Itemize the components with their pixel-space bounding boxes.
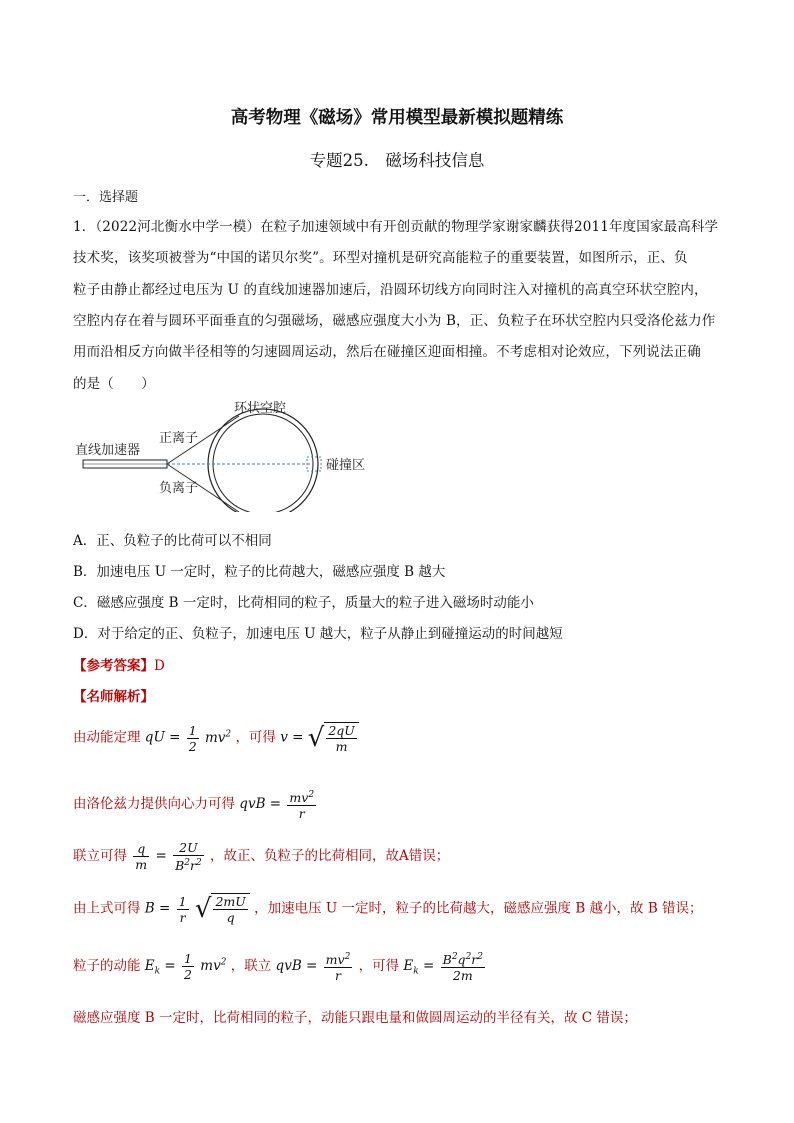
collider-diagram [73, 398, 393, 516]
question-line-4: 空腔内存在着与圆环平面垂直的匀强磁场，磁感应强度大小为 B，正、负粒子在环状空腔内只受洛伦兹力作 [73, 313, 716, 329]
option-a: A．正、负粒子的比荷可以不相同 [73, 533, 272, 549]
collider-figure [73, 398, 393, 512]
fraction: $\frac{1}{r}$ [178, 893, 187, 925]
analysis-text: ，可得 [358, 958, 400, 975]
formula: $mv^2$ [204, 729, 232, 746]
formula: B = [144, 900, 175, 917]
label-linac: 直线加速器 [75, 443, 141, 458]
formula: qU = [144, 729, 185, 746]
fraction: $\frac{mv^2}{r}$ [325, 952, 351, 984]
page-subtitle: 专题25. 磁场科技信息 [309, 151, 485, 170]
fraction: $\frac{1}{2}$ [188, 722, 197, 754]
label-positive-ion: 正离子 [159, 431, 199, 446]
question-line-3: 粒子由静止都经过电压为 U 的直线加速器加速后，沿圆环切线方向同时注入对撞机的高真空环状空腔内， [73, 282, 708, 298]
analysis-text: ，加速电压 U 一定时，粒子的比荷越大，磁感应强度 B 越小，故 B 错误； [254, 900, 703, 917]
label-ring: 环状空腔 [234, 401, 287, 416]
question-line-5: 用而沿相反方向做半径相等的匀速圆周运动，然后在碰撞区迎面相撞。不考虑相对论效应，下列说法正确 [73, 344, 701, 360]
ring-inner [213, 414, 313, 512]
analysis-label: 【名师解析】 [73, 689, 154, 705]
answer-value: D [154, 658, 165, 674]
formula: = [155, 848, 167, 865]
fraction: $\frac{2U}{B^2r^2}$ [175, 840, 202, 874]
option-b: B．加速电压 U 一定时，粒子的比荷越大，磁感应强度 B 越大 [73, 564, 446, 580]
sqrt: √ $\frac{2qU}{m}$ [308, 722, 359, 754]
fraction: $\frac{B^2q^2r^2}{2m}$ [442, 952, 484, 984]
formula: qvB = [239, 796, 286, 813]
formula: $mv^2$ [200, 957, 227, 975]
analysis-text: ，故正、负粒子的比荷相同，故A错误； [210, 848, 450, 865]
fraction: $\frac{mv^2}{r}$ [289, 790, 315, 822]
fraction: $\frac{q}{m}$ [135, 841, 148, 873]
analysis-text: 联立可得 [73, 848, 127, 865]
label-negative-ion: 负离子 [159, 481, 199, 496]
analysis-line-4 [73, 893, 703, 925]
formula: $E_k$ = [144, 958, 181, 977]
formula: qvB = [275, 958, 322, 975]
option-d: D．对于给定的正、负粒子，加速电压 U 越大，粒子从静止到碰撞运动的时间越短 [73, 626, 563, 642]
analysis-line-2 [73, 788, 318, 821]
option-c: C．磁感应强度 B 一定时，比荷相同的粒子，质量大的粒子进入磁场时动能小 [73, 595, 534, 611]
analysis-line-6: 磁感应强度 B 一定时，比荷相同的粒子，动能只跟电量和做圆周运动的半径有关，故 C 错误； [73, 1010, 637, 1026]
sqrt: √ $\frac{2mU}{q}$ [195, 893, 250, 925]
answer [73, 654, 165, 674]
analysis-text: 由上式可得 [73, 900, 141, 917]
label-collision: 碰撞区 [326, 458, 366, 473]
analysis-line-3 [73, 840, 449, 873]
analysis-text: ，可得 [235, 729, 276, 746]
analysis-text: 由动能定理 [73, 729, 141, 746]
analysis-text: ，联立 [230, 958, 272, 975]
analysis-line-5 [73, 950, 487, 983]
analysis-text: 由洛伦兹力提供向心力可得 [73, 796, 235, 813]
analysis-text: 粒子的动能 [73, 958, 141, 975]
fraction: $\frac{1}{2}$ [184, 951, 192, 983]
formula: $E_k$ = [403, 958, 439, 977]
formula: v = [280, 729, 308, 746]
section-heading: 一．选择题 [73, 190, 139, 205]
question-line-2: 技术奖，该奖项被誉为“中国的诺贝尔奖”。环型对撞机是研究高能粒子的重要装置，如图所示，正、负 [73, 250, 688, 266]
page-title: 高考物理《磁场》常用模型最新模拟题精练 [230, 108, 564, 128]
question-line-6: 的是（ ） [73, 376, 155, 392]
question-line-1: 1．（2022河北衡水中学一模）在粒子加速领域中有开创贡献的物理学家谢家麟获得2011年度国家最高科学 [73, 219, 719, 235]
answer-label: 【参考答案】 [73, 658, 154, 674]
analysis-line-1 [73, 722, 359, 754]
